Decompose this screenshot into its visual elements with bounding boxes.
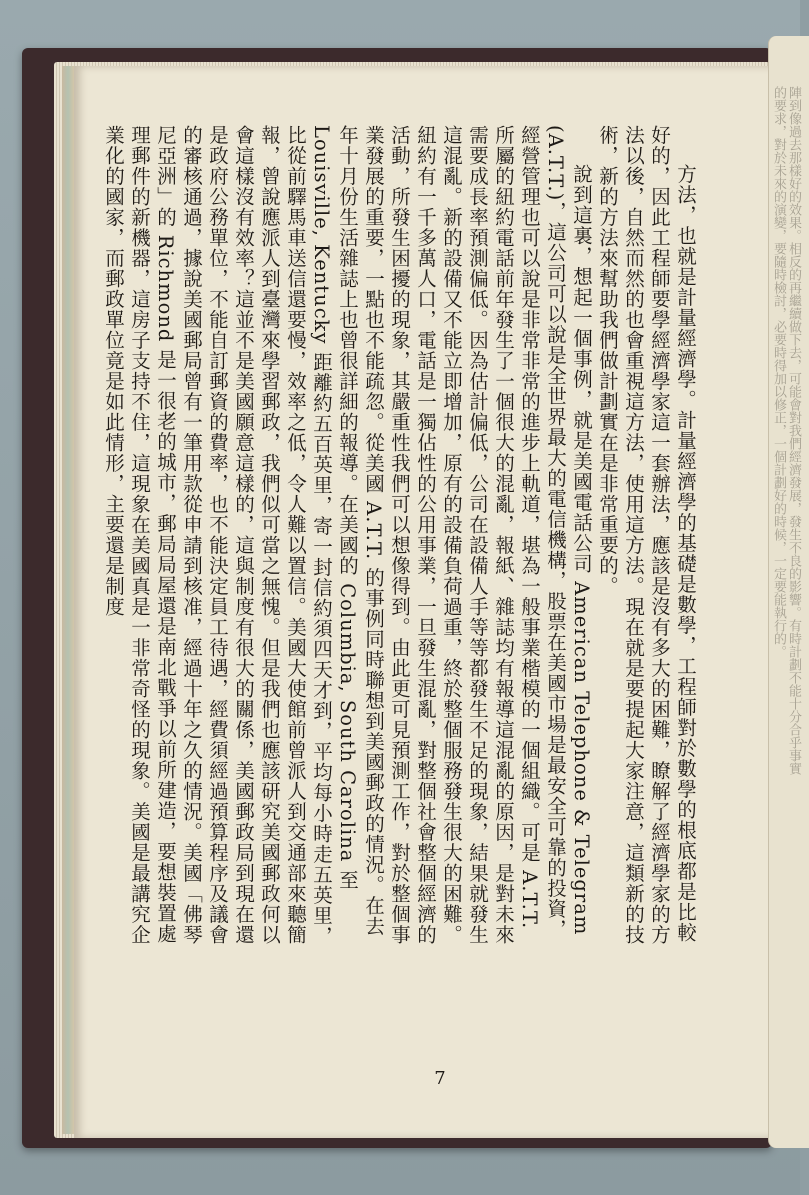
page-body-text [102, 125, 698, 955]
next-page-edge [768, 36, 809, 1148]
next-page-bleed-text: 陣到像過去那樣好的效果。相反的再繼續做下去，可能會對我們經濟發展，發生不良的影響。有時計劃不能十分合乎事實的要求，對於未來的演變，要隨時檢討，必要時得加以修正，一個計劃好的時候，一定要能執行的。 [771, 86, 801, 775]
page-edge-tint [62, 66, 74, 1134]
page-number: 7 [434, 1068, 446, 1089]
paragraph-2: 說到這裏，想起一個事例，就是美國電話公司 American Telephone & Telegram (A.T.T.)，這公司可以說是全世界最大的電信機構，股票在美國市場是最安全可靠的投資，經營管理也可以說是非常非常的進步上軌道，堪為一般事業楷模的一個組織。可是 A.T.T. 所屬的紐約電話前年發生了一個很大的混亂，報紙、雜誌均有報導這混亂的原因，是對未來需要成長率預測偏低。因為估計偏低，公司在設備人手等等都發生不足的現象，結果就發生這混亂。新的設備又不能立即增加，原有的設備負荷過重，終於整個服務發生很大的困難。紐約有一千多萬人口，電話是一獨佔性的公用事業，一旦發生混亂，對整個社會整個經濟的活動，所發生困擾的現象，其嚴重性我們可以想像得到。由此更可見預測工作，對於整個事業發展的重要，一點也不能疏忽。從美國 A.T.T. 的事例同時聯想到美國郵政的情況。在去年十月份生活雜誌上也曾很詳細的報導。在美國的 Columbia, South Carolina 至 Louisville, Kentucky 距離約五百英里，寄一封信約須四天才到，平均每小時走五英里，比從前驛馬車送信還要慢，效率之低，令人難以置信。美國大使館前曾派人到交通部來聽簡報，曾說應派人到臺灣來學習郵政，我們似可當之無愧。但是我們也應該研究美國郵政何以會這樣沒有效率？這並不是美國願意這樣的，這與制度有很大的關係，美國郵政局到現在還是政府公務單位，不能自訂郵資的費率，也不能決定員工待遇，經費須經過預算程序及議會的審核通過，據說美國郵局曾有一筆用款從申請到核准，經過十年之久的情況。美國「佛琴尼亞洲」的 Richmond 是一很老的城市，郵局局屋還是南北戰爭以前所建造，要想裝置處理郵件的新機器，這房子支持不住，這現象在美國真是一非常奇怪的現象。美國是最講究企業化的國家，而郵政單位竟是如此情形，主要還是制度 [102, 125, 593, 947]
paragraph-1: 方法，也就是計量經濟學。計量經濟學的基礎是數學，工程師對於數學的根底都是比較好的，因此工程師要學經濟學家這一套辦法，應該是沒有多大的困難，瞭解了經濟學家的方法以後，自然而然的也會重視這方法，使用這方法。現在就是要提起大家注意，這類新的技術，新的方法來幫助我們做計劃實在是非常重要的。 [596, 125, 697, 945]
